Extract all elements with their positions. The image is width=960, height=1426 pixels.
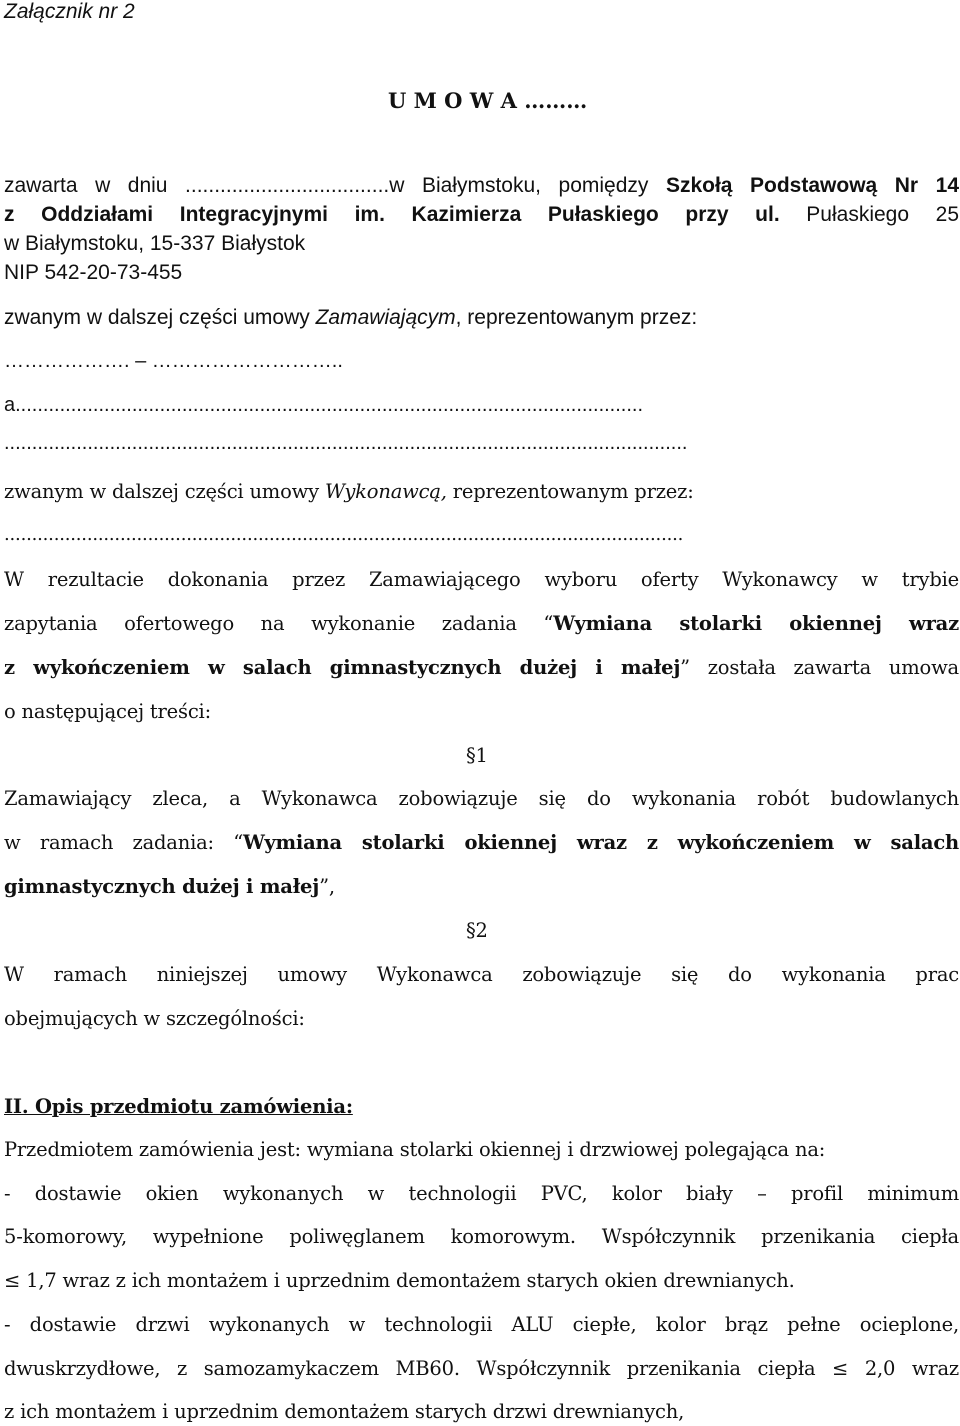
school-street: Pułaskiego 25 (779, 203, 959, 226)
par2-line-2: obejmujących w szczególności: (4, 1007, 305, 1030)
section2-line-5: - dostawie drzwi wykonanych w technologii ALU ciepłe, kolor brąz pełne ocieplone, (4, 1313, 959, 1336)
intro-nip: NIP 542-20-73-455 (4, 261, 183, 284)
zamawiajacy-representatives: ………………. – ……………………….. (4, 350, 343, 372)
preamble-line-3-text: ” została zawarta umowa (680, 656, 959, 679)
par1-task-name: Wymiana stolarki okiennej wraz z wykończeniem w salach (243, 831, 959, 854)
intro-line-1-text: zawarta w dniu ...................................w Białymstoku, pomiędzy (4, 174, 666, 197)
section2-line-2: - dostawie okien wykonanych w technologii PVC, kolor biały – profil minimum (4, 1182, 959, 1205)
zamawiajacy-a-line: a................................................................................................................. (4, 394, 644, 416)
intro-line-3: w Białymstoku, 15-337 Białystok (4, 232, 306, 255)
preamble-line-2 (4, 612, 959, 635)
preamble-line-2-text: zapytania ofertowego na wykonanie zadania “ (4, 612, 554, 635)
wykonawca-line (4, 480, 694, 503)
document-title: U M O W A ……… (388, 88, 588, 113)
task-name-continued: z wykończeniem w salach gimnastycznych dużej i małej (4, 656, 681, 679)
zamawiajacy-dots-line: ........................................................................................................................... (4, 432, 688, 454)
wykonawca-role: Wykonawcą, (324, 480, 447, 503)
zamawiajacy-line (4, 306, 697, 330)
preamble-line-4: o następującej treści: (4, 700, 211, 723)
section2-line-4: ≤ 1,7 wraz z ich montażem i uprzednim demontażem starych okien drewnianych. (4, 1269, 795, 1292)
par2-line-1: W ramach niniejszej umowy Wykonawca zobowiązuje się do wykonania prac (4, 963, 959, 986)
par1-task-name-continued: gimnastycznych dużej i małej (4, 875, 320, 898)
par1-line-2 (4, 831, 959, 854)
wykonawca-dots-line: ........................................................................................................................... (4, 524, 684, 545)
paragraph-2-sign: §2 (466, 919, 488, 942)
school-name: Szkołą Podstawową Nr 14 (665, 174, 959, 197)
task-name: Wymiana stolarki okiennej wraz (553, 612, 959, 635)
par1-line-3 (4, 875, 335, 898)
par1-line-2-text: w ramach zadania: “ (4, 831, 244, 854)
section-2-heading: II. Opis przedmiotu zamówienia: (4, 1095, 353, 1118)
section2-line-3: 5-komorowy, wypełnione poliwęglanem komorowym. Współczynnik przenikania ciepła (4, 1225, 959, 1248)
par1-line-1: Zamawiający zleca, a Wykonawca zobowiązuje się do wykonania robót budowlanych (4, 787, 959, 810)
intro-line-2 (4, 203, 959, 227)
zamawiajacy-role: Zamawiającym (315, 306, 456, 329)
wykonawca-prefix: zwanym w dalszej części umowy (4, 480, 325, 503)
paragraph-1-sign: §1 (466, 744, 488, 767)
intro-line-1 (4, 174, 959, 198)
school-name-continued: z Oddziałami Integracyjnymi im. Kazimierza Pułaskiego przy ul. (4, 203, 780, 226)
preamble-line-3 (4, 656, 959, 679)
zamawiajacy-suffix: , reprezentowanym przez: (455, 306, 698, 329)
section2-line-1: Przedmiotem zamówienia jest: wymiana stolarki okiennej i drzwiowej polegająca na: (4, 1138, 826, 1161)
par1-line-3-text: ”, (319, 875, 335, 898)
zamawiajacy-prefix: zwanym w dalszej części umowy (4, 306, 316, 329)
section2-line-6: dwuskrzydłowe, z samozamykaczem MB60. Współczynnik przenikania ciepła ≤ 2,0 wraz (4, 1357, 959, 1380)
preamble-line-1: W rezultacie dokonania przez Zamawiającego wyboru oferty Wykonawcy w trybie (4, 568, 959, 591)
wykonawca-suffix: reprezentowanym przez: (446, 480, 694, 503)
attachment-label: Załącznik nr 2 (4, 0, 135, 23)
section2-line-7: z ich montażem i uprzednim demontażem starych drzwi drewnianych, (4, 1400, 685, 1423)
